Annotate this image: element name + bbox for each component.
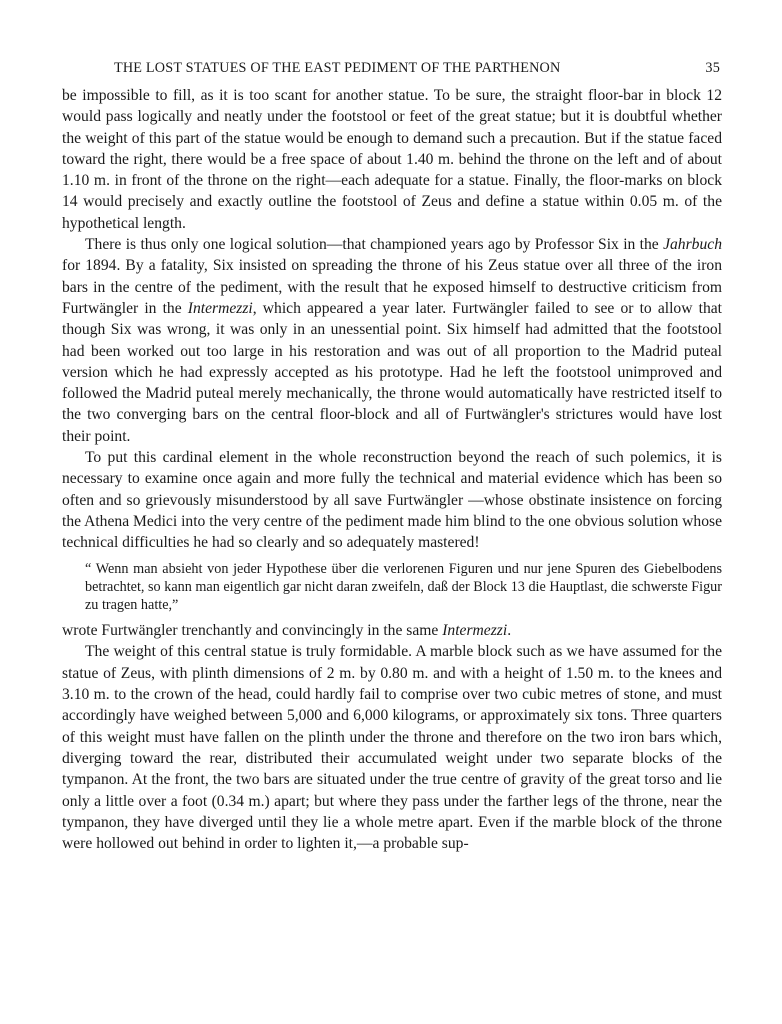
running-title: THE LOST STATUES OF THE EAST PEDIMENT OF THE PARTHENON [114,60,561,76]
intermezzi-title-2: Intermezzi [442,622,508,640]
paragraph-2-text-c: , which appeared a year later. Furtwängler failed to see or to allow that though Six was wrong, it was only in an unessential point. Six himself had admitted that the footstool had been worked out too large in his restoration and was out of all proportion to the Madrid puteal version which he had expressly accepted as his prototype. Had he left the footstool unimproved and followed the Madrid puteal merely mechanically, the throne would automatically have restricted itself to the two converging bars on the central floor-block and all of Furtwängler's strictures would have lost their point. [62,299,722,445]
paragraph-2-text-a: There is thus only one logical solution—that championed years ago by Professor Six in the [85,236,664,254]
paragraph-4 [62,620,722,641]
intermezzi-title: Intermezzi [187,299,253,317]
block-quote: “ Wenn man absieht von jeder Hypothese über die verlorenen Figuren und nur jene Spuren des Giebelbodens betrachtet, so kann man eigentlich gar nicht daran zweifeln, daß der Block 13 die Hauptlast, die schwerste Figur zu tragen hatte,” [85,560,722,613]
paragraph-5: The weight of this central statue is truly formidable. A marble block such as we have assumed for the statue of Zeus, with plinth dimensions of 2 m. by 0.80 m. and with a height of 1.50 m. to the knees and 3.10 m. to the crown of the head, could hardly fail to comprise over two cubic metres of stone, and must accordingly have weighed between 5,000 and 6,000 kilograms, or approximately six tons. Three quarters of this weight must have fallen on the plinth under the throne and therefore on the two iron bars which, diverging toward the rear, distributed their accumulated weight under two separate blocks of the tympanon. At the front, the two bars are situated under the true centre of gravity of the great torso and lie only a little over a foot (0.34 m.) apart; but where they pass under the farther legs of the throne, near the tympanon, they have diverged until they lie a whole metre apart. Even if the marble block of the throne were hollowed out behind in order to lighten it,—a probable sup- [62,643,722,853]
paragraph-4-text-a: wrote Furtwängler trenchantly and convincingly in the same [62,622,443,640]
paragraph-3: To put this cardinal element in the whole reconstruction beyond the reach of such polemics, it is necessary to examine once again and more fully the technical and material evidence which has been so often and so grievously misunderstood by all save Furtwängler —whose obstinate insistence on forcing the Athena Medici into the very centre of the pediment made him blind to the one obvious solution whose technical difficulties he had so clearly and so adequately mastered! [62,449,722,552]
paragraph-2 [62,234,722,447]
page [62,58,722,854]
page-number: 35 [705,60,720,76]
paragraph-4-text-b: . [507,622,512,640]
paragraph-2-text-b: for 1894. By a fatality, Six insisted on spreading the throne of his Zeus statue over all three of the iron bars in the centre of the pediment, with the result that he exposed himself to destructive criticism from Furtwängler in the [62,257,722,317]
paragraph-1: be impossible to fill, as it is too scant for another statue. To be sure, the straight floor-bar in block 12 would pass logically and neatly under the footstool or feet of the great statue; but it is doubtful whether the weight of this part of the statue would be enough to demand such a precaution. But if the statue faced toward the right, there would be a free space of about 1.40 m. behind the throne on the left and of about 1.10 m. in front of the throne on the right—each adequate for a statue. Finally, the floor-marks on block 14 would precisely and exactly outline the footstool of Zeus and define a statue within 0.05 m. of the hypothetical length. [62,87,722,232]
running-header [62,58,722,80]
jahrbuch-title: Jahrbuch [663,236,722,254]
